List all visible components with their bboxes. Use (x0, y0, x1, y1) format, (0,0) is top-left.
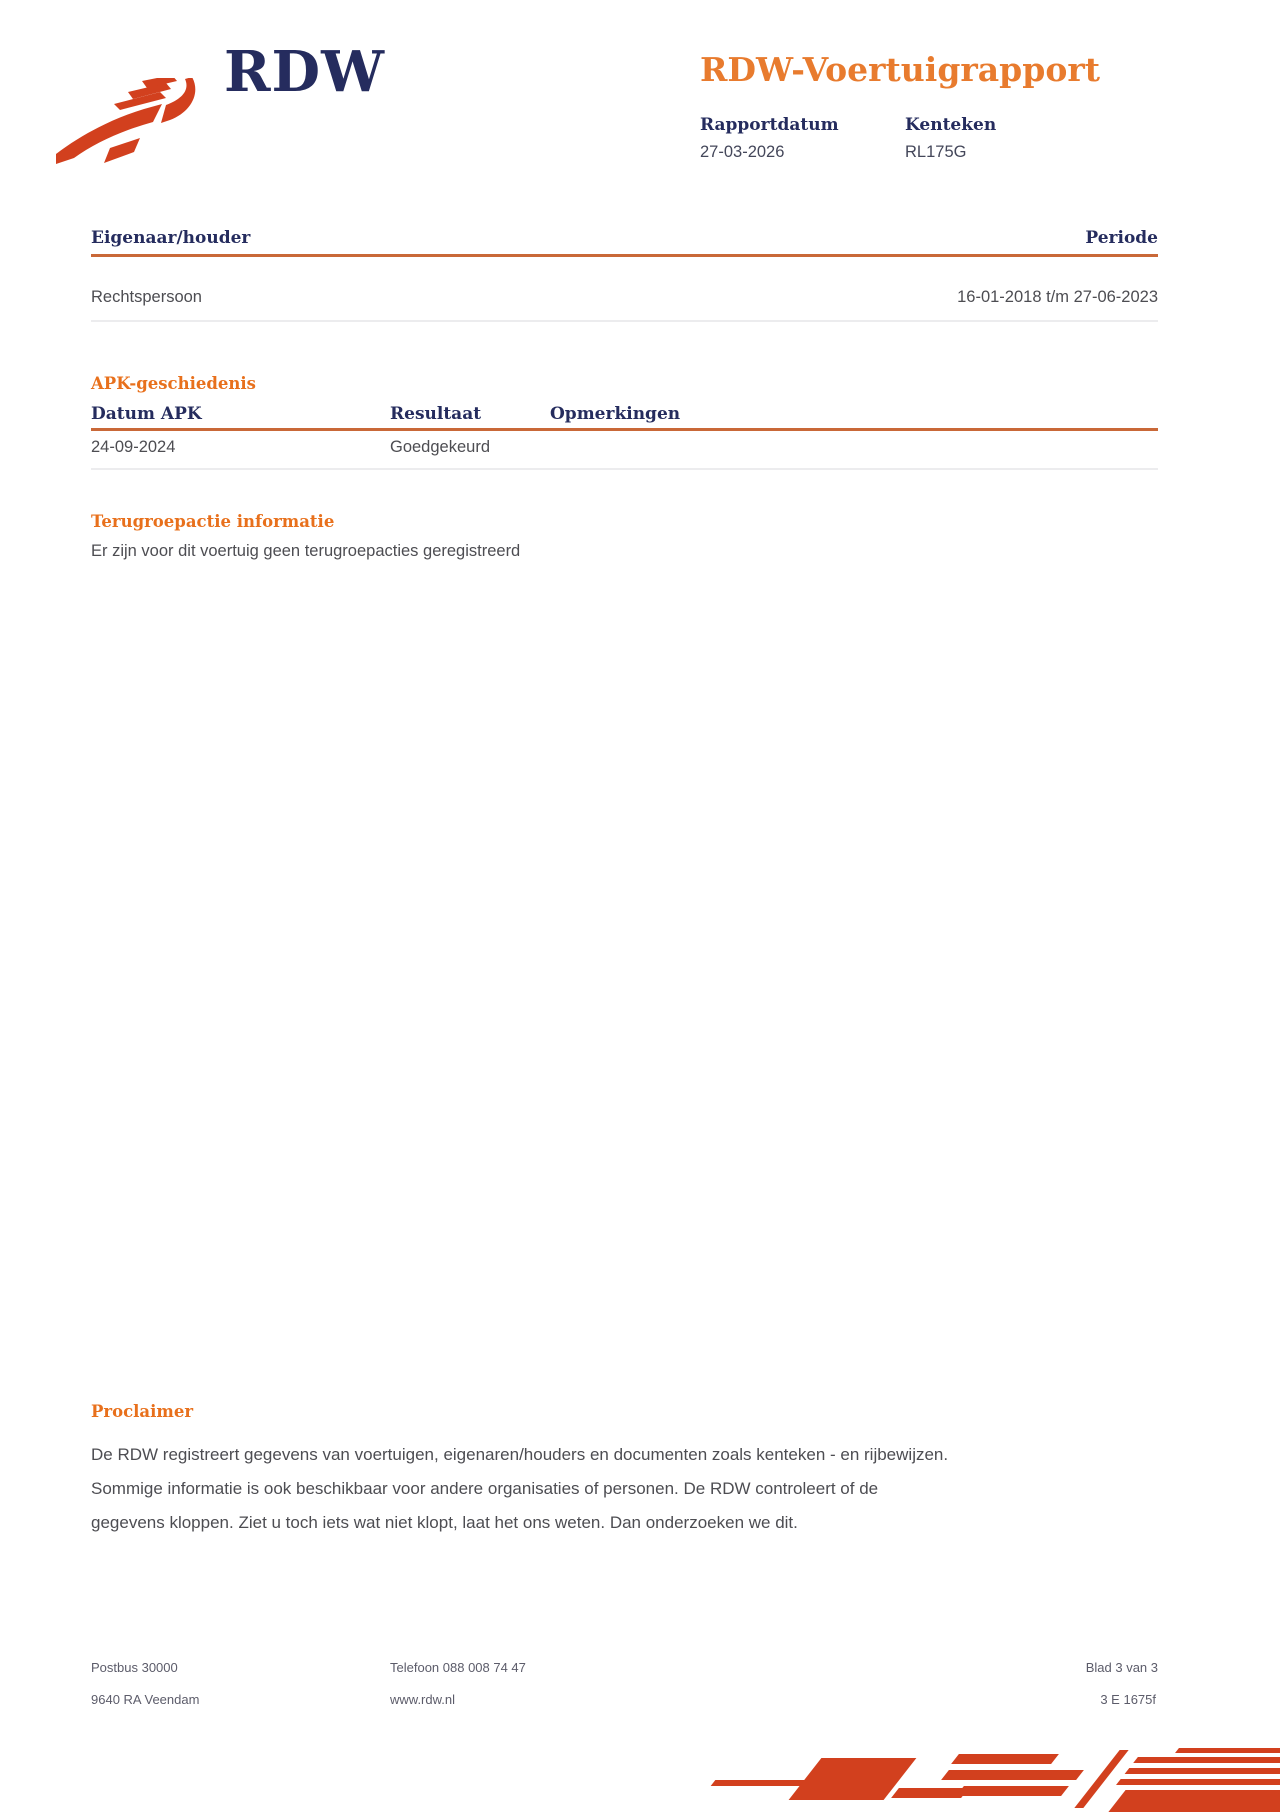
footer-address-line2: 9640 RA Veendam (91, 1692, 200, 1707)
footer-phone: Telefoon 088 008 74 47 (390, 1660, 526, 1675)
owner-section-rule (91, 254, 1158, 257)
apk-row-divider (91, 468, 1158, 470)
period-heading: Periode (1085, 228, 1158, 248)
apk-row-datum: 24-09-2024 (91, 438, 176, 456)
apk-section-heading: APK-geschiedenis (91, 374, 256, 393)
owner-row-divider (91, 320, 1158, 322)
owner-section-heading: Eigenaar/houder (91, 228, 251, 248)
apk-header-rule (91, 428, 1158, 431)
footer-address-line1: Postbus 30000 (91, 1660, 178, 1675)
recall-section-text: Er zijn voor dit voertuig geen terugroepacties geregistreerd (91, 542, 521, 560)
report-date-label: Rapportdatum (700, 115, 839, 135)
footer-page-indicator: Blad 3 van 3 (1085, 1660, 1158, 1675)
license-plate-value: RL175G (905, 143, 967, 161)
license-plate-label: Kenteken (905, 115, 997, 135)
proclaimer-heading: Proclaimer (91, 1402, 194, 1421)
report-date-value: 27-03-2026 (700, 143, 785, 161)
owner-type-value: Rechtspersoon (91, 288, 202, 306)
rdw-logo-feather-icon (52, 78, 212, 168)
apk-col-opmerkingen: Opmerkingen (550, 404, 681, 424)
apk-row-resultaat: Goedgekeurd (390, 438, 490, 456)
apk-col-datum: Datum APK (91, 404, 202, 424)
speed-stripes-icon (705, 1748, 1280, 1812)
rdw-logo-text: RDW (224, 39, 385, 105)
period-value: 16-01-2018 t/m 27-06-2023 (957, 288, 1158, 306)
footer-website: www.rdw.nl (390, 1692, 456, 1707)
recall-section-heading: Terugroepactie informatie (91, 512, 335, 531)
proclaimer-text: De RDW registreert gegevens van voertuigen, eigenaren/houders en documenten zoals kenteken - en rijbewijzen. Sommige informatie is ook beschikbaar voor andere organisaties of personen. De RDW controleert of de gegevens kloppen. Ziet u toch iets wat niet klopt, laat het ons weten. Dan onderzoeken we dit. (91, 1445, 949, 1532)
footer-form-code: 3 E 1675f (1100, 1692, 1156, 1707)
report-title: RDW-Voertuigrapport (700, 50, 1100, 89)
apk-col-resultaat: Resultaat (390, 404, 482, 424)
